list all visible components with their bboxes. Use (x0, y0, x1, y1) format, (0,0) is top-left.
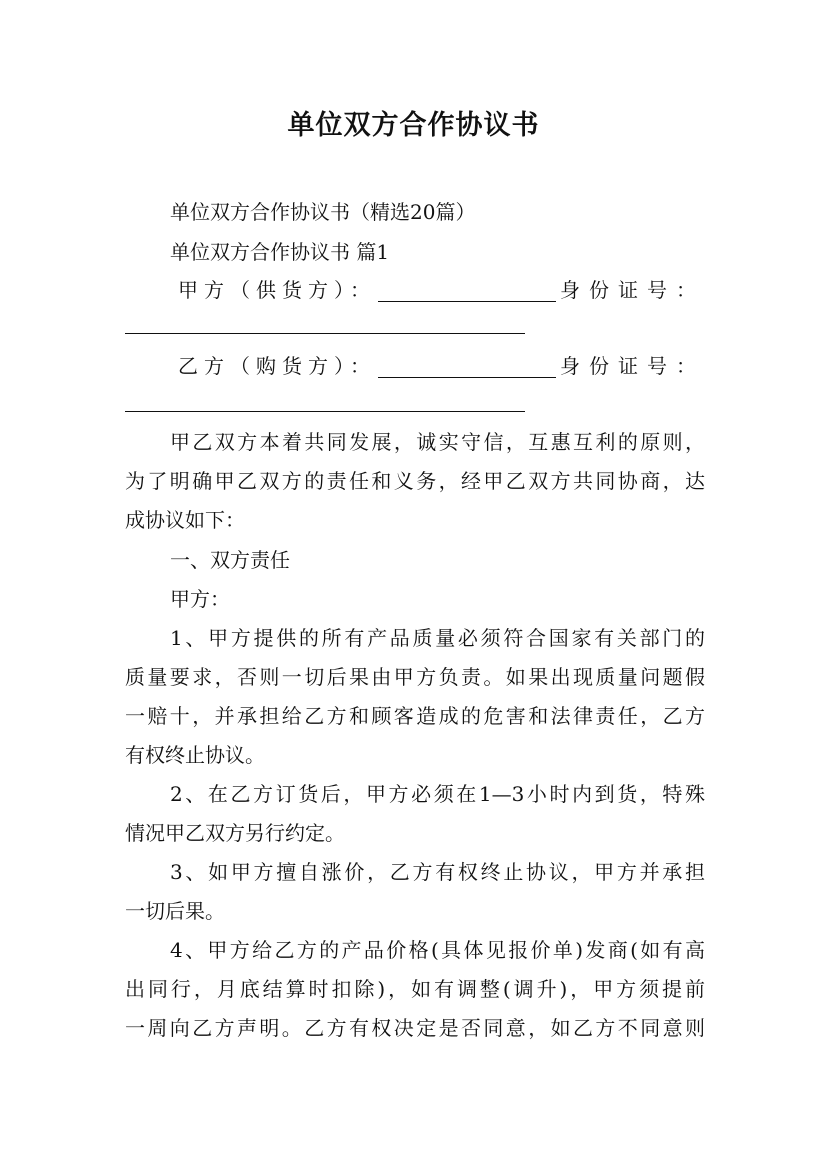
paragraph-line: 4、甲方给乙方的产品价格(具体见报价单)发商(如有高 (170, 938, 705, 962)
paragraph-line: 情况甲乙双方另行约定。 (125, 821, 345, 845)
party-b-row (178, 354, 705, 378)
paragraph-line: 成协议如下： (125, 508, 245, 532)
paragraph-line: 2、在乙方订货后，甲方必须在1—3小时内到货，特殊 (170, 782, 705, 806)
document-title: 单位双方合作协议书 (287, 110, 540, 141)
paragraph-line: 有权终止协议。 (125, 743, 265, 767)
chapter-heading: 单位双方合作协议书 篇1 (170, 240, 390, 264)
paragraph-line: 出同行，月底结算时扣除)，如有调整(调升)，甲方须提前 (125, 977, 705, 1001)
paragraph-line: 甲乙双方本着共同发展，诚实守信，互惠互利的原则， (170, 430, 705, 454)
party-b-id-blank (125, 411, 525, 412)
party-a-id-blank (125, 333, 525, 334)
party-a-heading: 甲方： (170, 587, 230, 611)
party-a-row (178, 278, 705, 302)
party-b-id-label: 身份证号： (560, 354, 705, 378)
paragraph-line: 为了明确甲乙双方的责任和义务，经甲乙双方共同协商，达 (125, 469, 705, 493)
paragraph-line: 一周向乙方声明。乙方有权决定是否同意，如乙方不同意则 (125, 1016, 705, 1040)
party-b-name-blank (378, 359, 556, 378)
paragraph-line: 一赔十，并承担给乙方和顾客造成的危害和法律责任，乙方 (125, 704, 705, 728)
paragraph-line: 质量要求，否则一切后果由甲方负责。如果出现质量问题假 (125, 665, 705, 689)
paragraph-line: 1、甲方提供的所有产品质量必须符合国家有关部门的 (170, 626, 705, 650)
party-a-name-blank (378, 283, 556, 302)
paragraph-line: 一切后果。 (125, 899, 225, 923)
party-a-label: 甲方（供货方）： (178, 278, 376, 302)
party-b-label: 乙方（购货方）： (178, 354, 376, 378)
document-subtitle: 单位双方合作协议书（精选20篇） (170, 200, 476, 224)
paragraph-line: 3、如甲方擅自涨价，乙方有权终止协议，甲方并承担 (170, 860, 705, 884)
section-heading: 一、双方责任 (170, 548, 290, 572)
party-a-id-label: 身份证号： (560, 278, 705, 302)
